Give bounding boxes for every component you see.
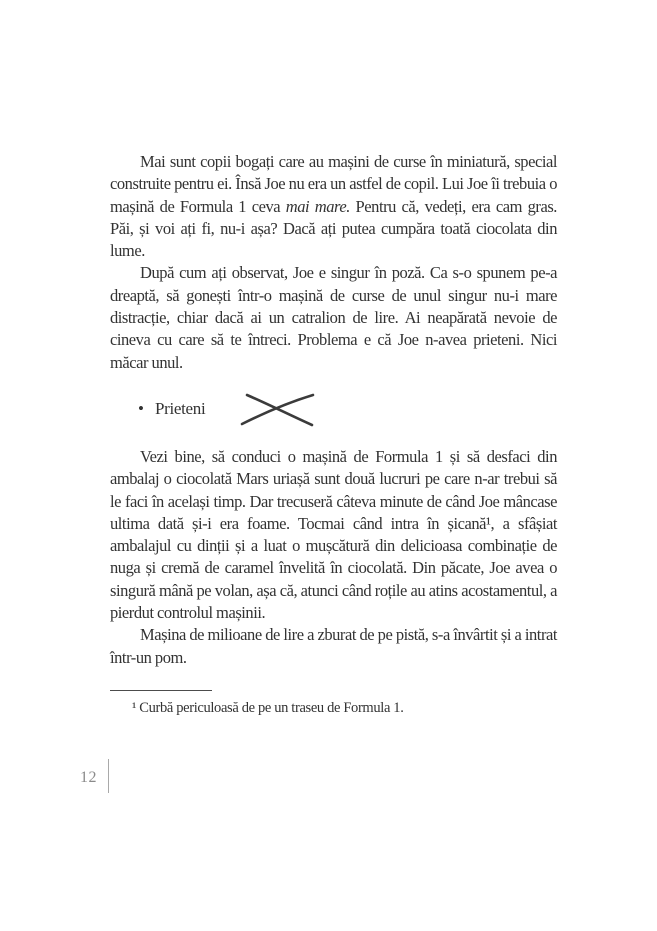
body-paragraphs-bottom <box>110 446 557 669</box>
list-item-prieteni <box>110 390 557 428</box>
bullet-icon: • <box>138 399 144 419</box>
footnote-body: Curbă periculoasă de pe un traseu de Formula 1. <box>139 699 404 716</box>
footnote <box>110 690 557 718</box>
bullet-label: Prieteni <box>154 398 206 418</box>
text-run: Vezi bine, să conduci o mașină de Formula 1 și să desfaci din ambalaj o ciocolată Mars uriașă sunt două lucruri pe care n-ar trebui să le faci în același timp. Dar trecuseră câteva minute de când Joe mâncase ultima dată și-i era foame. Tocmai când intra în șicană¹, a sfâșiat ambalajul cu dinții și a luat o mușcătură din delicioasa combinație de nuga și cremă de caramel învelită în ciocolată. Din păcate, Joe avea o singură mână pe volan, așa că, atunci când roțile au atins acostamentul, a pierdut controlul mașinii. <box>110 446 557 623</box>
italic-text-run: mai mare. <box>285 196 350 216</box>
page-text-block <box>110 151 557 718</box>
paragraph-p2 <box>110 262 557 373</box>
paragraph-p3 <box>110 446 557 624</box>
x-mark-icon <box>238 392 316 428</box>
text-run: Mai sunt copii bogați care au mașini de curse în miniatură, special construite pentru ei. Însă Joe nu era un astfel de copil. Lui Joe îi trebuia o mașină de Formula 1 ceva <box>110 152 557 216</box>
page-number: 12 <box>80 769 97 786</box>
body-paragraphs-top <box>110 151 557 374</box>
text-run: Pentru că, vedeți, era cam gras. Păi, și voi ați fi, nu-i așa? Dacă ați putea cumpăra toată ciocolata din lume. <box>110 196 557 261</box>
text-run: Mașina de milioane de lire a zburat de pe pistă, s-a învârtit și a intrat într-un pom. <box>110 625 557 667</box>
text-run: După cum ați observat, Joe e singur în poză. Ca s-o spunem pe-a dreaptă, să gonești într-o mașină de curse de unul singur nu-i mare distracție, chiar dacă ai un catralion de lire. Ai neapărată nevoie de cineva cu care să te întreci. Problema e că Joe n-avea prieteni. Nici măcar unul. <box>110 263 557 372</box>
footnote-marker: ¹ <box>132 699 136 716</box>
footnote-text <box>110 698 557 718</box>
footnote-divider <box>110 690 212 691</box>
paragraph-p1 <box>110 151 557 262</box>
folio-divider-line <box>108 759 109 793</box>
paragraph-p4 <box>110 624 557 669</box>
